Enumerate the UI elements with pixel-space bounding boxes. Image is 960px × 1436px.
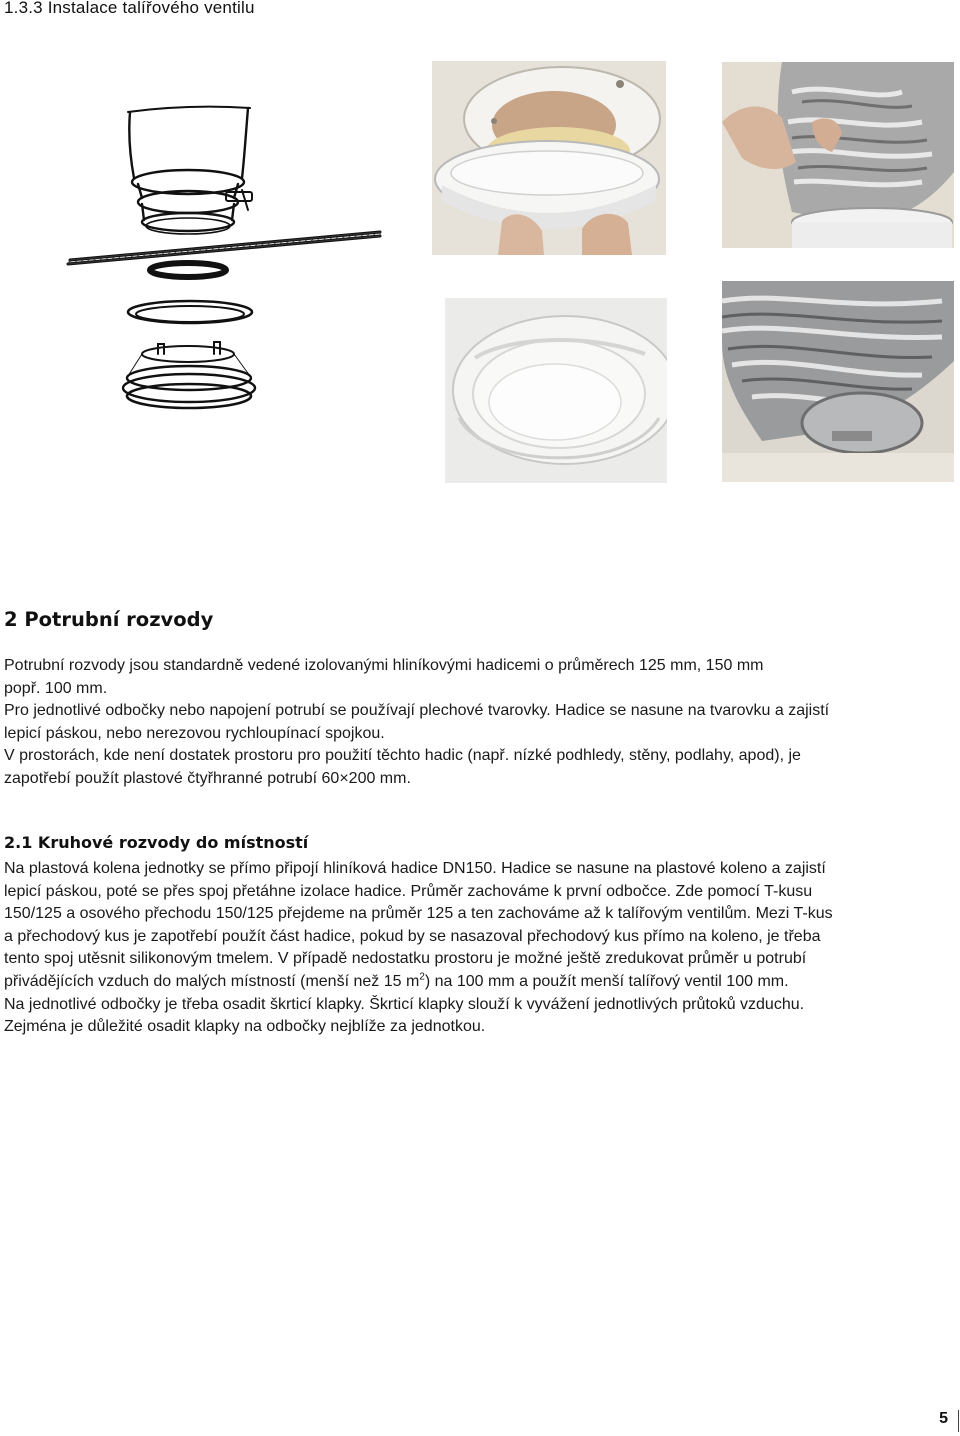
section-2-line: zapotřebí použít plastové čtyřhranné potrubí 60×200 mm. bbox=[4, 769, 411, 787]
section-2-1-heading: 2.1 Kruhové rozvody do místností bbox=[4, 833, 309, 852]
installation-diagram bbox=[58, 92, 388, 422]
photo-installed-valve-svg bbox=[445, 298, 667, 483]
section-2-1-text bbox=[4, 858, 954, 1039]
section-2-line: Pro jednotlivé odbočky nebo napojení potrubí se používají plechové tvarovky. Hadice se nasune na tvarovku a zajistí bbox=[4, 702, 830, 720]
section-2-line: popř. 100 mm. bbox=[4, 679, 108, 697]
section-2-1-line: 150/125 a osového přechodu 150/125 přejdeme na průměr 125 a ten zachováme až k talířovým ventilům. Mezi T-kus bbox=[4, 905, 833, 923]
sup-line-before: přiváděјících vzduch do malých místností (menší než 15 m bbox=[4, 972, 420, 990]
section-2-1-line bbox=[4, 971, 954, 994]
section-2-1-line: Na plastová kolena jednotky se přímo připojí hliníková hadice DN150. Hadice se nasune na plastové koleno a zajistí bbox=[4, 860, 826, 877]
superscript-2: 2 bbox=[419, 971, 425, 983]
section-2-1-line: a přechodový kus je zapotřebí použít část hadice, pokud by se nasazoval přechodový kus přímo na koleno, je třeba bbox=[4, 927, 821, 945]
photo-installed-valve bbox=[445, 298, 667, 483]
page-number-rule bbox=[958, 1410, 959, 1432]
section-2-1-line: Na jednotlivé odbočky je třeba osadit škrticí klapky. Škrticí klapky slouží k vyvážení jednotlivých průtoků vzduchu. bbox=[4, 995, 805, 1013]
section-title: 1.3.3 Instalace talířového ventilu bbox=[4, 0, 255, 17]
photo-valve-insertion bbox=[432, 61, 666, 255]
section-2-line: V prostorách, kde není dostatek prostoru pro použití těchto hadic (např. nízké podhledy, stěny, podlahy, apod), je bbox=[4, 747, 801, 765]
section-2-line: Potrubní rozvody jsou standardně vedené izolovanými hliníkovými hadicemi o průměrech 125 mm, 150 mm bbox=[4, 657, 764, 674]
photo-hose-wrapping-svg bbox=[722, 62, 954, 248]
section-2-1-line: lepicí páskou, poté se přes spoj přetáhne izolace hadice. Průměr zachováme k první odbočce. Zde pomocí T-kusu bbox=[4, 882, 813, 900]
section-2-heading: 2 Potrubní rozvody bbox=[4, 608, 214, 631]
photo-hose-wrapping bbox=[722, 62, 954, 248]
page-number: 5 bbox=[939, 1410, 948, 1427]
photo-hose-clamp-svg bbox=[722, 281, 954, 482]
section-2-1-line: tento spoj utěsnit silikonovým tmelem. V případě nedostatku prostoru je možné ještě zredukovat průměr u potrubí bbox=[4, 950, 807, 968]
photo-valve-insertion-svg bbox=[432, 61, 666, 255]
photo-hose-clamp bbox=[722, 281, 954, 482]
section-2-line: lepicí páskou, nebo nerezovou rychloupínací spojkou. bbox=[4, 724, 385, 742]
section-2-text bbox=[4, 655, 954, 791]
sup-line-after: ) na 100 mm a použít menší talířový ventil 100 mm. bbox=[424, 972, 789, 990]
section-2-1-line: Zejména je důležité osadit klapky na odbočky nejblíže za jednotkou. bbox=[4, 1018, 486, 1036]
installation-diagram-svg bbox=[58, 92, 388, 422]
